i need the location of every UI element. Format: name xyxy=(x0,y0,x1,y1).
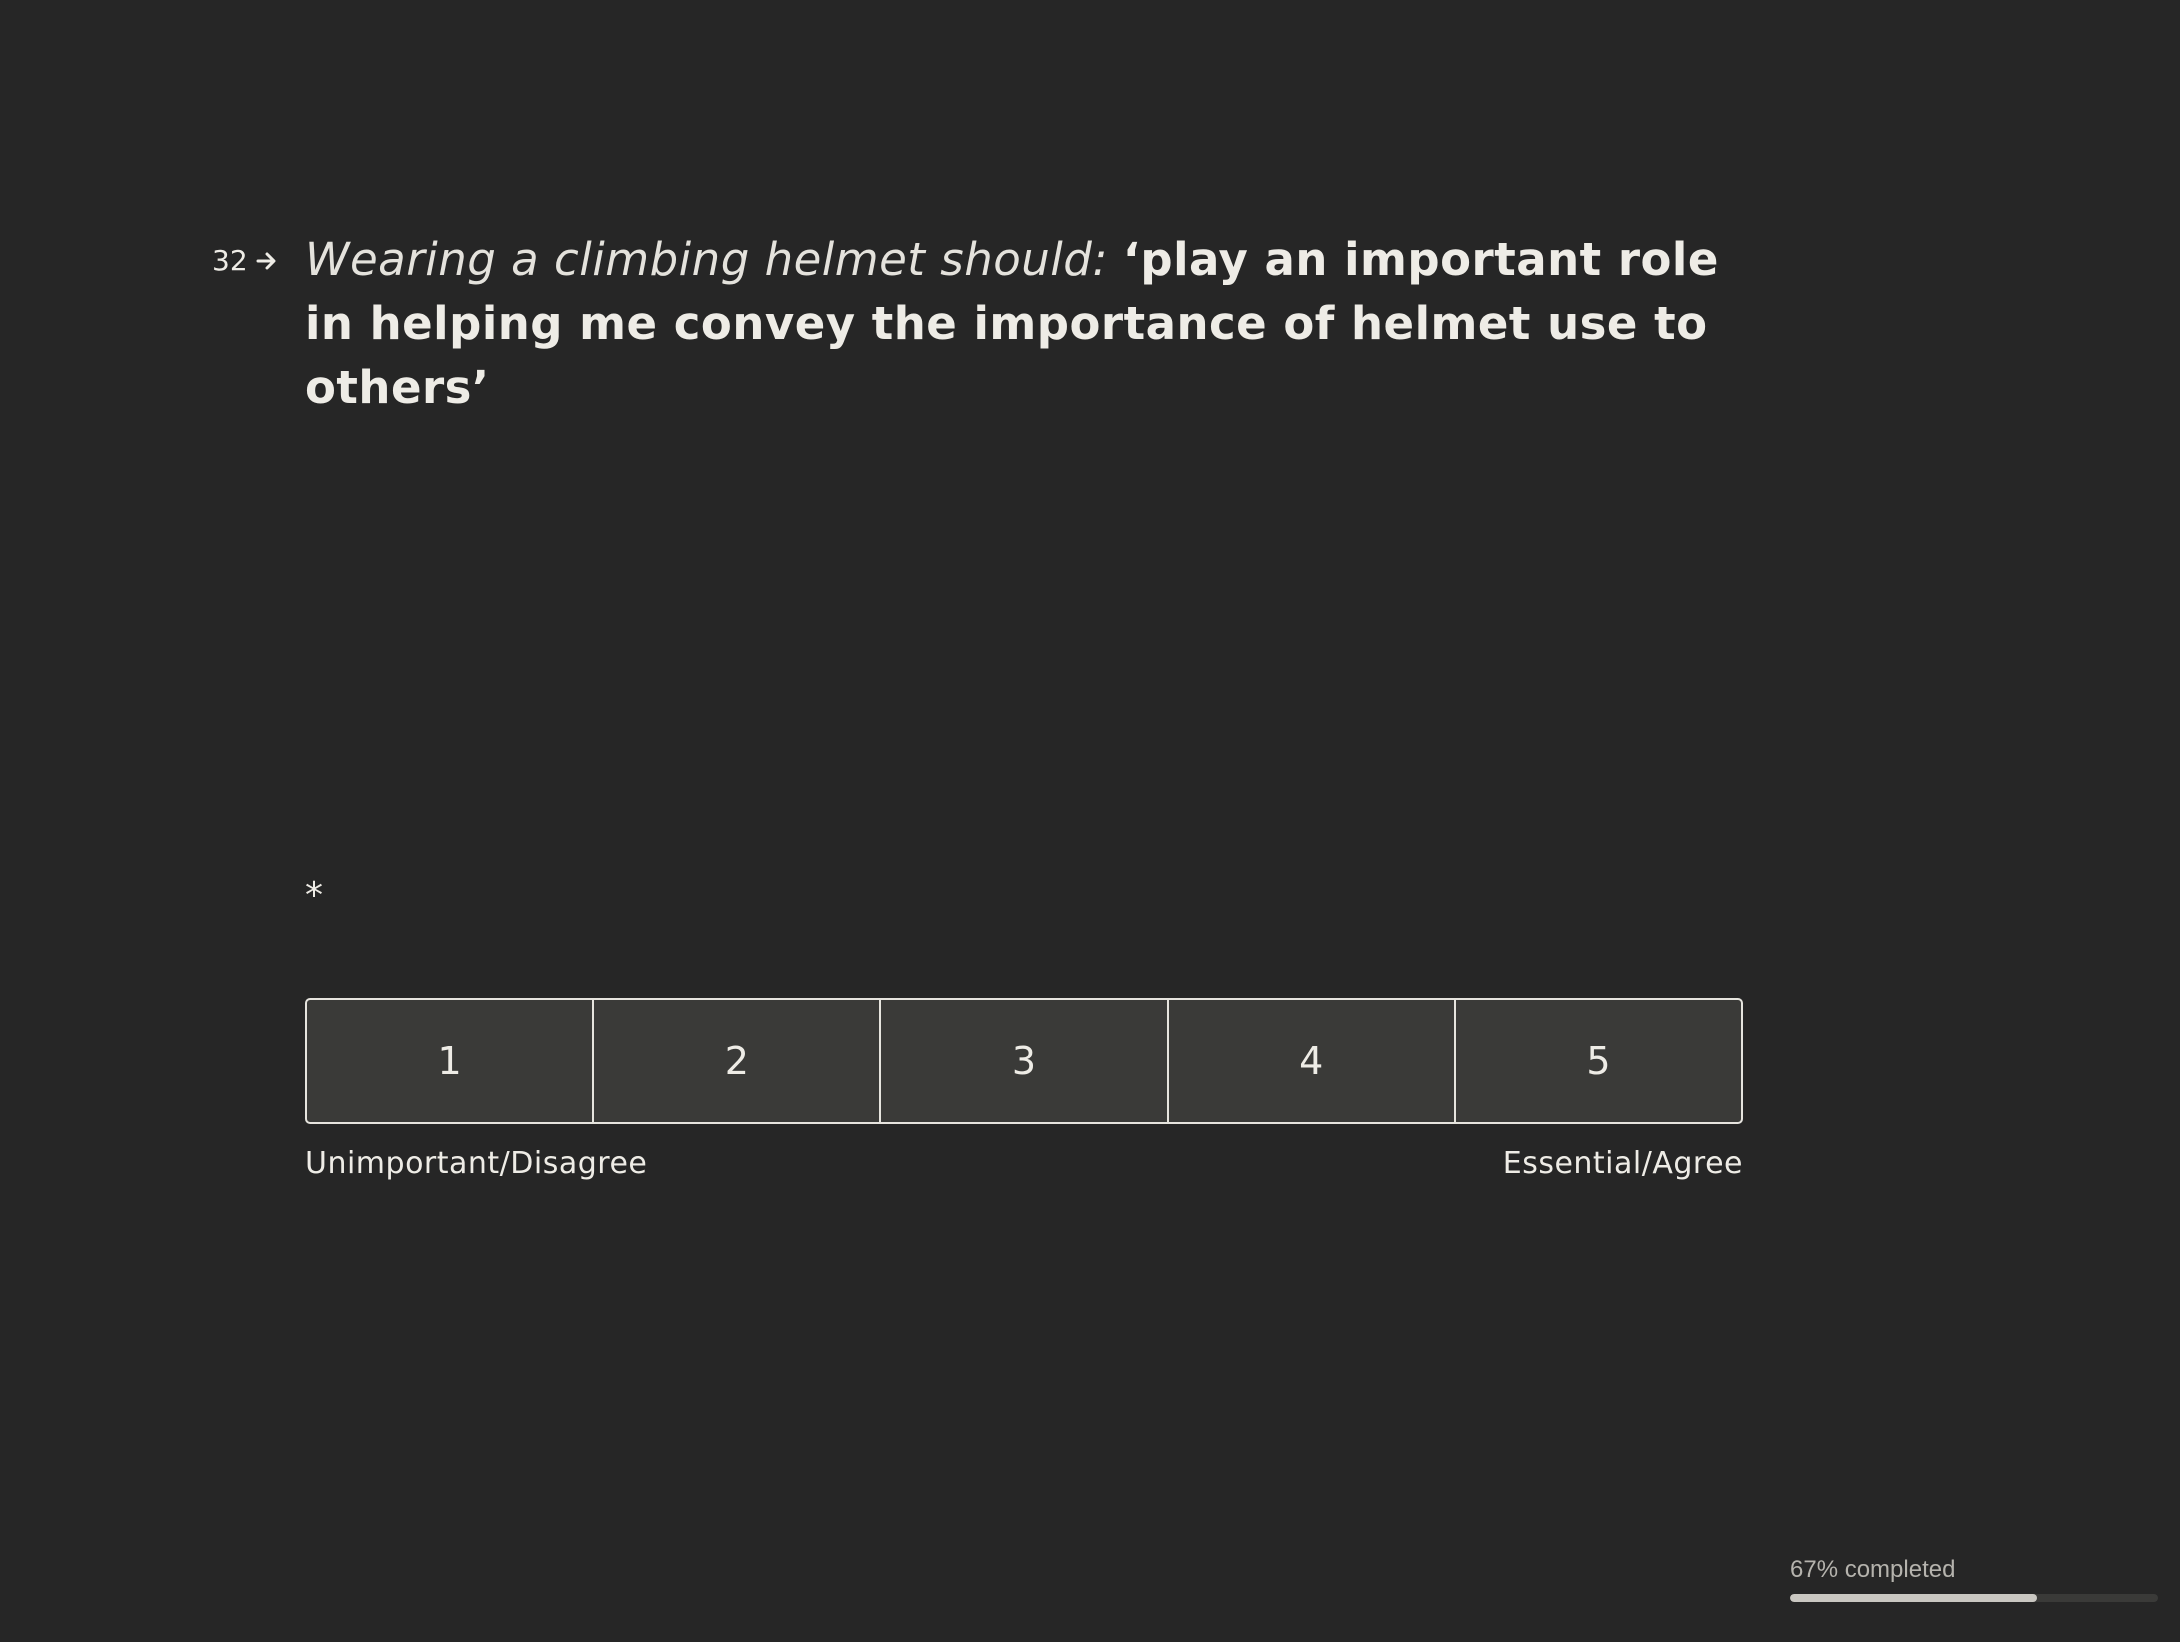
question-body: ‘play an important role in helping me convey the importance of helmet use to others’ xyxy=(305,233,1719,414)
scale-option-4[interactable]: 4 xyxy=(1169,1000,1456,1122)
progress-text: 67% completed xyxy=(1790,1556,1956,1583)
scale-option-2[interactable]: 2 xyxy=(594,1000,881,1122)
progress-fill xyxy=(1790,1594,2037,1602)
question-prefix: Wearing a climbing helmet should: xyxy=(305,233,1108,286)
opinion-scale xyxy=(305,998,1743,1124)
scale-option-1[interactable]: 1 xyxy=(307,1000,594,1122)
scale-labels xyxy=(305,1146,1743,1181)
scale-option-3[interactable]: 3 xyxy=(881,1000,1168,1122)
progress-track xyxy=(1790,1594,2158,1602)
arrow-right-icon xyxy=(256,251,278,271)
required-marker: * xyxy=(305,875,323,916)
scale-left-label: Unimportant/Disagree xyxy=(305,1146,648,1181)
question-number-label: 32 xyxy=(212,244,248,277)
scale-right-label: Essential/Agree xyxy=(1502,1146,1743,1181)
progress-indicator xyxy=(1790,1556,2158,1602)
question-number xyxy=(212,244,278,277)
scale-option-5[interactable]: 5 xyxy=(1586,1039,1611,1083)
question-title xyxy=(305,228,1765,420)
